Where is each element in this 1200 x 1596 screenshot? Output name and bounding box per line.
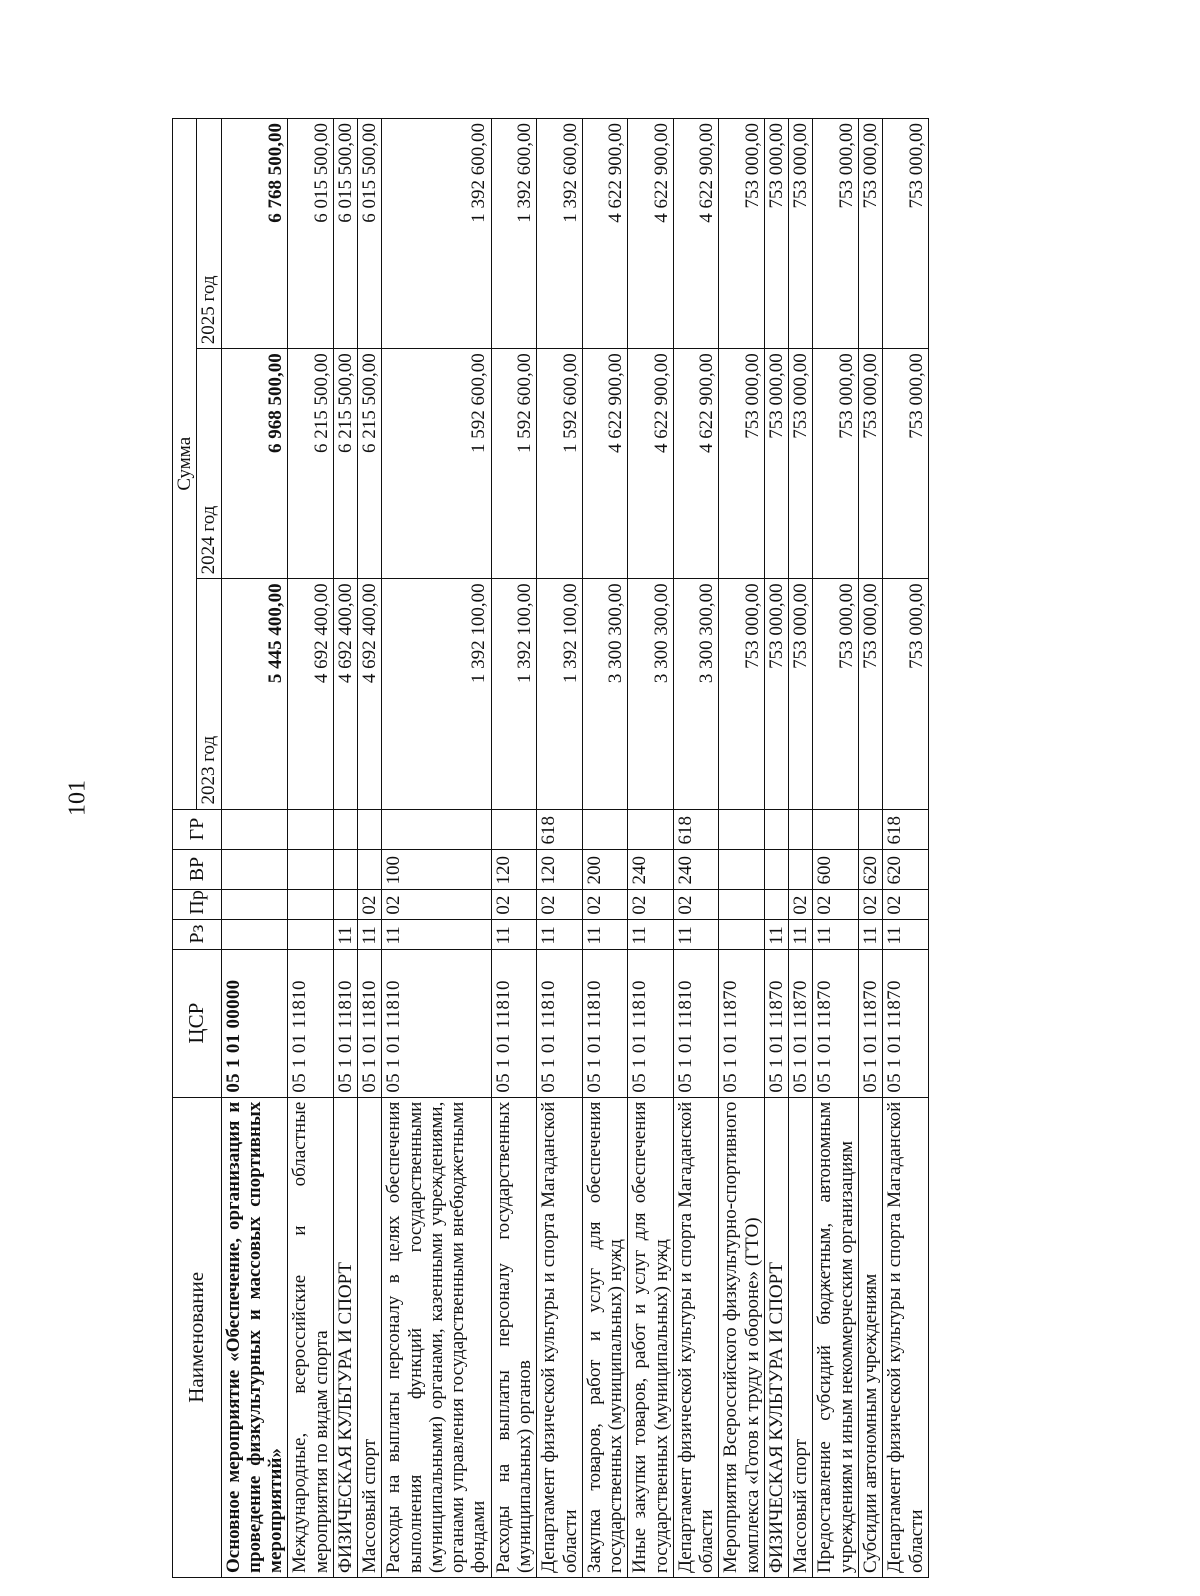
row-sum-2025: 4 622 900,00 xyxy=(582,119,628,349)
row-sum-2024: 6 968 500,00 xyxy=(221,349,288,579)
row-sum-2025: 6 768 500,00 xyxy=(221,119,288,349)
row-sum-2023: 1 392 100,00 xyxy=(491,579,537,809)
row-name: Департамент физической культуры и спорта Магаданской области xyxy=(673,1097,719,1577)
table-row xyxy=(813,119,859,1578)
row-pr: 02 xyxy=(537,889,583,919)
row-name: Массовый спорт xyxy=(789,1097,813,1577)
row-sum-2024: 6 215 500,00 xyxy=(288,349,334,579)
row-rz: 11 xyxy=(382,919,491,949)
row-sum-2025: 1 392 600,00 xyxy=(491,119,537,349)
row-sum-2025: 1 392 600,00 xyxy=(537,119,583,349)
header-2025: 2025 год xyxy=(197,119,221,349)
row-vr: 240 xyxy=(628,849,674,889)
row-rz: 11 xyxy=(628,919,674,949)
row-pr: 02 xyxy=(673,889,719,919)
row-csr: 05 1 01 11810 xyxy=(491,949,537,1097)
table-row xyxy=(673,119,719,1578)
row-name: Расходы на выплаты персоналу государственных (муниципальных) органов xyxy=(491,1097,537,1577)
row-rz: 11 xyxy=(789,919,813,949)
page-number: 101 xyxy=(64,780,91,816)
row-sum-2023: 4 692 400,00 xyxy=(358,579,382,809)
row-name: Международные, всероссийские и областные мероприятия по видам спорта xyxy=(288,1097,334,1577)
row-name: Департамент физической культуры и спорта Магаданской области xyxy=(883,1097,929,1577)
row-csr: 05 1 01 11810 xyxy=(333,949,357,1097)
row-name: Основное мероприятие «Обеспечение, организация и проведение физкультурных и массовых спортивных мероприятий» xyxy=(221,1097,288,1577)
header-gr: ГР xyxy=(173,809,222,849)
row-csr: 05 1 01 11810 xyxy=(382,949,491,1097)
budget-table xyxy=(172,118,929,1578)
row-sum-2025: 1 392 600,00 xyxy=(382,119,491,349)
table-row xyxy=(537,119,583,1578)
row-gr xyxy=(288,809,334,849)
row-csr: 05 1 01 11870 xyxy=(813,949,859,1097)
row-rz: 11 xyxy=(537,919,583,949)
row-sum-2025: 753 000,00 xyxy=(813,119,859,349)
row-name: Предоставление субсидий бюджетным, автономным учреждениям и иным некоммерческим организациям xyxy=(813,1097,859,1577)
row-csr: 05 1 01 11810 xyxy=(628,949,674,1097)
table-row xyxy=(288,119,334,1578)
row-csr: 05 1 01 11810 xyxy=(673,949,719,1097)
row-csr: 05 1 01 11870 xyxy=(858,949,882,1097)
row-sum-2023: 753 000,00 xyxy=(883,579,929,809)
row-name: Иные закупки товаров, работ и услуг для обеспечения государственных (муниципальных) нужд xyxy=(628,1097,674,1577)
row-sum-2025: 753 000,00 xyxy=(764,119,788,349)
table-row xyxy=(333,119,357,1578)
row-vr: 100 xyxy=(382,849,491,889)
row-sum-2023: 4 692 400,00 xyxy=(288,579,334,809)
row-pr xyxy=(719,889,765,919)
row-sum-2023: 753 000,00 xyxy=(858,579,882,809)
row-vr: 120 xyxy=(491,849,537,889)
row-gr xyxy=(358,809,382,849)
header-sum: Сумма xyxy=(173,119,197,810)
table-body xyxy=(221,119,928,1578)
row-sum-2023: 753 000,00 xyxy=(789,579,813,809)
row-vr: 120 xyxy=(537,849,583,889)
row-rz: 11 xyxy=(333,919,357,949)
table-row xyxy=(764,119,788,1578)
header-2023: 2023 год xyxy=(197,579,221,809)
row-sum-2023: 3 300 300,00 xyxy=(673,579,719,809)
row-name: Департамент физической культуры и спорта Магаданской области xyxy=(537,1097,583,1577)
row-pr xyxy=(333,889,357,919)
row-name: ФИЗИЧЕСКАЯ КУЛЬТУРА И СПОРТ xyxy=(764,1097,788,1577)
header-2024: 2024 год xyxy=(197,349,221,579)
row-gr xyxy=(789,809,813,849)
row-sum-2023: 753 000,00 xyxy=(764,579,788,809)
row-vr xyxy=(789,849,813,889)
table-row xyxy=(491,119,537,1578)
row-sum-2024: 753 000,00 xyxy=(858,349,882,579)
row-vr xyxy=(333,849,357,889)
header-rz: Рз xyxy=(173,919,222,949)
row-pr: 02 xyxy=(582,889,628,919)
row-sum-2024: 1 592 600,00 xyxy=(382,349,491,579)
table-row xyxy=(883,119,929,1578)
row-sum-2024: 6 215 500,00 xyxy=(333,349,357,579)
row-gr: 618 xyxy=(537,809,583,849)
row-csr: 05 1 01 00000 xyxy=(221,949,288,1097)
row-csr: 05 1 01 11810 xyxy=(358,949,382,1097)
row-sum-2024: 753 000,00 xyxy=(813,349,859,579)
row-csr: 05 1 01 11870 xyxy=(789,949,813,1097)
table-row xyxy=(582,119,628,1578)
row-gr xyxy=(221,809,288,849)
row-pr: 02 xyxy=(382,889,491,919)
table-row xyxy=(221,119,288,1578)
row-sum-2024: 4 622 900,00 xyxy=(582,349,628,579)
row-sum-2024: 1 592 600,00 xyxy=(491,349,537,579)
row-gr xyxy=(719,809,765,849)
row-sum-2025: 4 622 900,00 xyxy=(628,119,674,349)
row-gr xyxy=(333,809,357,849)
row-rz xyxy=(221,919,288,949)
table-row xyxy=(382,119,491,1578)
table-row xyxy=(719,119,765,1578)
row-sum-2023: 1 392 100,00 xyxy=(382,579,491,809)
row-sum-2025: 753 000,00 xyxy=(858,119,882,349)
row-csr: 05 1 01 11870 xyxy=(719,949,765,1097)
row-vr: 620 xyxy=(858,849,882,889)
table-row xyxy=(628,119,674,1578)
row-gr: 618 xyxy=(673,809,719,849)
row-vr xyxy=(764,849,788,889)
row-sum-2025: 753 000,00 xyxy=(789,119,813,349)
row-gr xyxy=(764,809,788,849)
row-vr xyxy=(221,849,288,889)
row-name: Субсидии автономным учреждениям xyxy=(858,1097,882,1577)
row-csr: 05 1 01 11810 xyxy=(582,949,628,1097)
row-gr xyxy=(813,809,859,849)
row-vr: 200 xyxy=(582,849,628,889)
header-name: Наименование xyxy=(173,1097,222,1577)
row-rz xyxy=(288,919,334,949)
row-sum-2025: 753 000,00 xyxy=(719,119,765,349)
row-rz xyxy=(719,919,765,949)
row-rz: 11 xyxy=(358,919,382,949)
row-pr: 02 xyxy=(789,889,813,919)
row-gr xyxy=(858,809,882,849)
row-rz: 11 xyxy=(764,919,788,949)
row-rz: 11 xyxy=(582,919,628,949)
row-rz: 11 xyxy=(813,919,859,949)
table-row xyxy=(789,119,813,1578)
row-sum-2025: 6 015 500,00 xyxy=(358,119,382,349)
row-sum-2023: 4 692 400,00 xyxy=(333,579,357,809)
row-sum-2023: 5 445 400,00 xyxy=(221,579,288,809)
row-name: Массовый спорт xyxy=(358,1097,382,1577)
row-sum-2024: 1 592 600,00 xyxy=(537,349,583,579)
row-sum-2023: 753 000,00 xyxy=(813,579,859,809)
row-sum-2024: 753 000,00 xyxy=(883,349,929,579)
row-vr: 240 xyxy=(673,849,719,889)
row-sum-2024: 753 000,00 xyxy=(719,349,765,579)
row-sum-2024: 753 000,00 xyxy=(764,349,788,579)
row-pr: 02 xyxy=(858,889,882,919)
row-gr xyxy=(628,809,674,849)
row-pr: 02 xyxy=(813,889,859,919)
row-sum-2024: 753 000,00 xyxy=(789,349,813,579)
row-vr: 600 xyxy=(813,849,859,889)
row-vr: 620 xyxy=(883,849,929,889)
row-sum-2023: 3 300 300,00 xyxy=(628,579,674,809)
row-sum-2025: 753 000,00 xyxy=(883,119,929,349)
row-pr xyxy=(221,889,288,919)
row-pr: 02 xyxy=(358,889,382,919)
row-rz: 11 xyxy=(858,919,882,949)
row-pr: 02 xyxy=(883,889,929,919)
rotated-page xyxy=(172,118,1172,1578)
row-gr xyxy=(491,809,537,849)
row-csr: 05 1 01 11810 xyxy=(537,949,583,1097)
row-sum-2023: 1 392 100,00 xyxy=(537,579,583,809)
header-csr: ЦСР xyxy=(173,949,222,1097)
row-sum-2025: 6 015 500,00 xyxy=(333,119,357,349)
row-vr xyxy=(358,849,382,889)
table-row xyxy=(358,119,382,1578)
row-sum-2024: 4 622 900,00 xyxy=(628,349,674,579)
row-name: Расходы на выплаты персоналу в целях обеспечения выполнения функций государственными (муниципальными) органами, казенными учреждениями, органами управления государственными внебюджетными фондами xyxy=(382,1097,491,1577)
row-sum-2025: 4 622 900,00 xyxy=(673,119,719,349)
row-sum-2024: 6 215 500,00 xyxy=(358,349,382,579)
row-sum-2024: 4 622 900,00 xyxy=(673,349,719,579)
table-row xyxy=(858,119,882,1578)
row-rz: 11 xyxy=(883,919,929,949)
row-csr: 05 1 01 11870 xyxy=(764,949,788,1097)
row-name: Мероприятия Всероссийского физкультурно-спортивного комплекса «Готов к труду и обороне» (ГТО) xyxy=(719,1097,765,1577)
header-vr: ВР xyxy=(173,849,222,889)
row-csr: 05 1 01 11870 xyxy=(883,949,929,1097)
row-name: Закупка товаров, работ и услуг для обеспечения государственных (муниципальных) нужд xyxy=(582,1097,628,1577)
row-rz: 11 xyxy=(673,919,719,949)
row-pr: 02 xyxy=(491,889,537,919)
row-vr xyxy=(719,849,765,889)
row-sum-2023: 753 000,00 xyxy=(719,579,765,809)
row-csr: 05 1 01 11810 xyxy=(288,949,334,1097)
row-rz: 11 xyxy=(491,919,537,949)
row-gr: 618 xyxy=(883,809,929,849)
row-gr xyxy=(382,809,491,849)
header-pr: Пр xyxy=(173,889,222,919)
row-sum-2023: 3 300 300,00 xyxy=(582,579,628,809)
row-gr xyxy=(582,809,628,849)
row-pr xyxy=(288,889,334,919)
row-pr xyxy=(764,889,788,919)
row-vr xyxy=(288,849,334,889)
row-sum-2025: 6 015 500,00 xyxy=(288,119,334,349)
row-pr: 02 xyxy=(628,889,674,919)
row-name: ФИЗИЧЕСКАЯ КУЛЬТУРА И СПОРТ xyxy=(333,1097,357,1577)
